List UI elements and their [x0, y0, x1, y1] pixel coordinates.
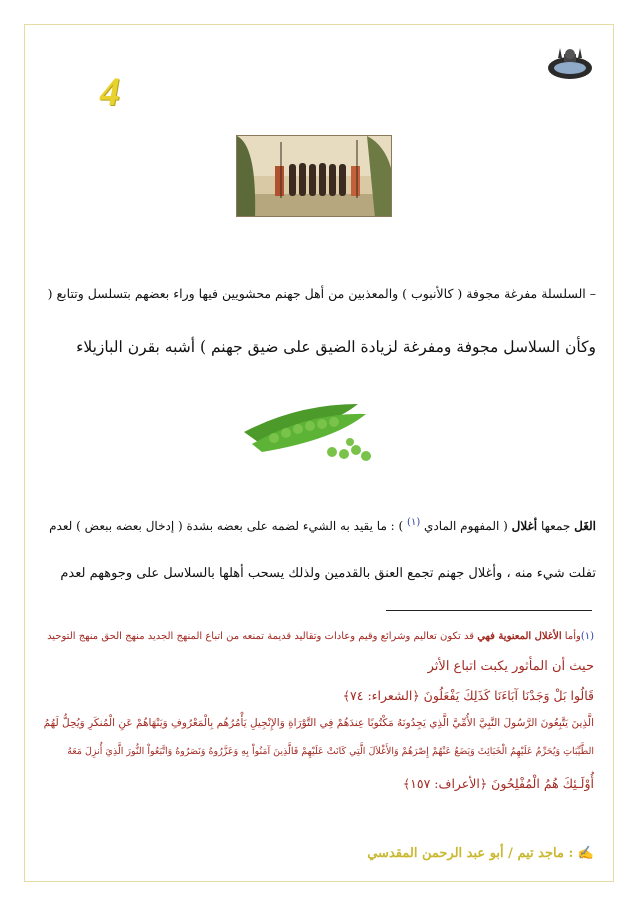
footnote-line-2: حيث أن المأثور يكبت اتباع الأثر [427, 659, 594, 674]
chained-prisoners-image [236, 135, 392, 217]
footnote-verse-araf-3: أُوْلَـئِكَ هُمُ الْمُفْلِحُونَ ﴿الأعراف: ١٥٧﴾ [402, 776, 594, 791]
footnote-reference: (١) [407, 517, 421, 528]
definition-lead: ( المفهوم المادي [420, 519, 512, 533]
term-shackle: الغَل [574, 519, 596, 533]
mosque-emblem-icon [546, 44, 594, 82]
footnote-lead: وأما [561, 631, 581, 642]
footnote-bold-term: الأغلال المعنوية فهي [477, 631, 562, 642]
footnote-divider [386, 610, 592, 611]
page-number: 4 [100, 69, 120, 114]
author-signature: ✍ : ماجد تيم / أبو عبد الرحمن المقدسي [367, 846, 594, 861]
footnote-verse-shuara: قَالُوا بَلْ وَجَدْنَا آبَاءَنَا كَذَلِكَ يَفْعَلُونَ ﴿الشعراء: ٧٤﴾ [342, 688, 594, 703]
pea-pods-image [238, 398, 388, 464]
footnote-verse-araf-2: الطَّيِّبَاتِ وَيُحَرِّمُ عَلَيْهِمُ الْخَبَائِثَ وَيَضَعُ عَنْهُمْ إِصْرَهُمْ وَالأَغْلاَلَ الَّتِي كَانَتْ عَلَيْهِمْ فَالَّذِينَ آمَنُواْ بِهِ وَعَزَّرُوهُ وَنَصَرُوهُ وَاتَّبَعُواْ النُّورَ الَّذِيَ أُنزِلَ مَعَهُ [67, 746, 594, 757]
paragraph-chain-comparison: وكأن السلاسل مجوفة ومفرغة لزيادة الضيق على ضيق جهنم ) أشبه بقرن البازيلاء [76, 338, 596, 356]
footnote-line-1 [47, 631, 594, 642]
footnote-number: (١) [580, 631, 594, 642]
footnote-line-1-rest: قد تكون تعاليم وشرائع وقيم وعادات وتقاليد قديمة تمنعه من اتباع المنهج الجديد منهج الحق منهج التوحيد [47, 631, 478, 642]
paragraph-shackle-continuation: تفلت شيء منه ، وأغلال جهنم تجمع العنق بالقدمين ولذلك يسحب أهلها بالسلاسل على وجوههم لعدم [60, 566, 596, 581]
paragraph-shackle-definition [49, 517, 596, 533]
footnote-verse-araf-1: الَّذِينَ يَتَّبِعُونَ الرَّسُولَ النَّبِيَّ الأُمِّيَّ الَّذِي يَجِدُونَهُ مَكْتُوبًا عِندَهُمْ فِي التَّوْرَاةِ وَالإِنْجِيلِ يَأْمُرُهُم بِالْمَعْرُوفِ وَيَنْهَاهُمْ عَنِ الْمُنكَرِ وَيُحِلُّ لَهُمُ [43, 717, 594, 729]
definition-text: ) : ما يقيد به الشيء لضمه على بعضه بشدة ( إدخال بعضه ببعض ) لعدم [49, 519, 408, 533]
term-shackles-plural: أغلال [511, 519, 538, 533]
paragraph-chain-description: – السلسلة مفرغة مجوفة ( كالأنبوب ) والمعذبين من أهل جهنم محشويين فيها وراء بعضهم بتسلسل وتتابع ( [47, 286, 596, 301]
term-joiner: جمعها [537, 519, 575, 533]
